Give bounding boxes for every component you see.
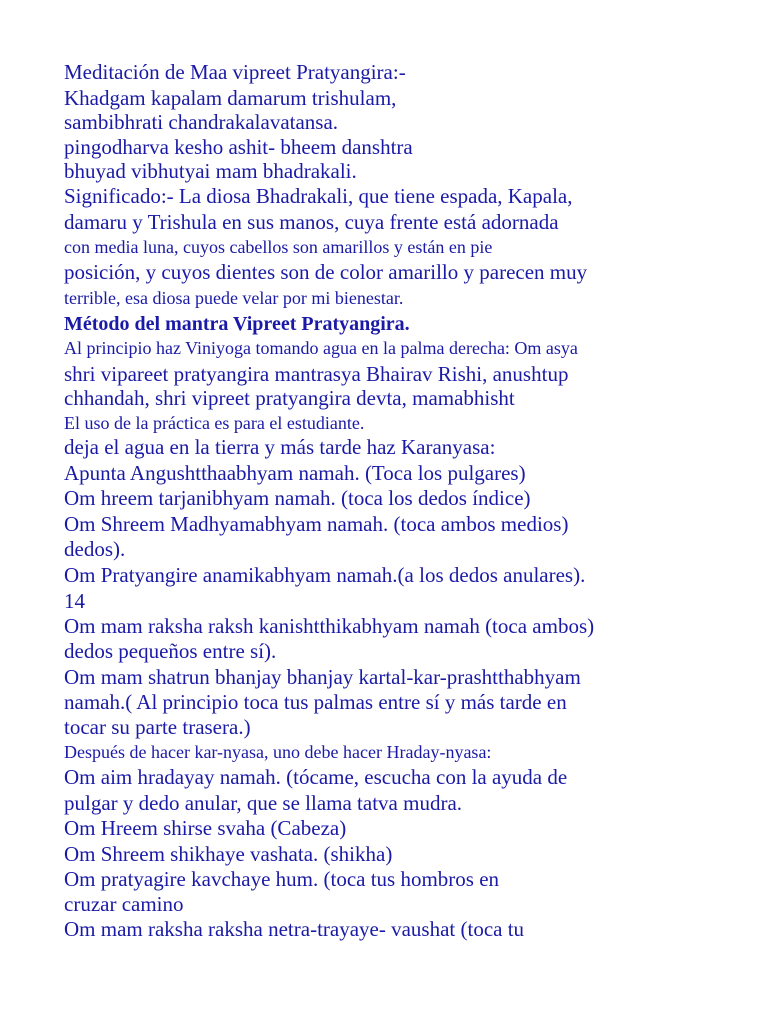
text-line: posición, y cuyos dientes son de color amarillo y parecen muy — [64, 260, 588, 284]
text-line: Om mam shatrun bhanjay bhanjay kartal-kar-prashtthabhyam — [64, 665, 581, 689]
text-line: Om Shreem Madhyamabhyam namah. (toca ambos medios) — [64, 512, 569, 536]
text-line: Al principio haz Viniyoga tomando agua en la palma derecha: Om asya — [64, 338, 578, 358]
page-number: 14 — [64, 589, 85, 613]
text-line: Om mam raksha raksha netra-trayaye- vaushat (toca tu — [64, 917, 525, 941]
text-line: Después de hacer kar-nyasa, uno debe hacer Hraday-nyasa: — [64, 742, 492, 762]
text-line: shri vipareet pratyangira mantrasya Bhairav Rishi, anushtup — [64, 362, 569, 386]
text-line: Om mam raksha raksh kanishtthikabhyam namah (toca ambos) — [64, 614, 595, 638]
text-line: deja el agua en la tierra y más tarde haz Karanyasa: — [64, 435, 496, 459]
text-line: tocar su parte trasera.) — [64, 715, 251, 739]
text-line: Om hreem tarjanibhyam namah. (toca los dedos índice) — [64, 486, 531, 510]
text-line: damaru y Trishula en sus manos, cuya frente está adornada — [64, 210, 559, 234]
text-line: Khadgam kapalam damarum trishulam, — [64, 86, 397, 110]
text-line: bhuyad vibhutyai mam bhadrakali. — [64, 159, 357, 183]
text-line: namah.( Al principio toca tus palmas entre sí y más tarde en — [64, 690, 567, 714]
text-line: Om Pratyangire anamikabhyam namah.(a los dedos anulares). — [64, 563, 586, 587]
text-line: con media luna, cuyos cabellos son amarillos y están en pie — [64, 237, 493, 257]
text-line: Om Hreem shirse svaha (Cabeza) — [64, 816, 347, 840]
text-line: sambibhrati chandrakalavatansa. — [64, 110, 339, 134]
text-line: Om pratyagire kavchaye hum. (toca tus hombros en — [64, 867, 500, 891]
text-line: pingodharva kesho ashit- bheem danshtra — [64, 135, 413, 159]
text-line: dedos). — [64, 537, 126, 561]
text-line: cruzar camino — [64, 892, 184, 916]
text-line: Om Shreem shikhaye vashata. (shikha) — [64, 842, 393, 866]
text-line: El uso de la práctica es para el estudiante. — [64, 413, 365, 433]
text-line: Meditación de Maa vipreet Pratyangira:- — [64, 60, 406, 84]
text-line: pulgar y dedo anular, que se llama tatva mudra. — [64, 791, 463, 815]
text-line: dedos pequeños entre sí). — [64, 639, 277, 663]
text-line: chhandah, shri vipreet pratyangira devta, mamabhisht — [64, 386, 515, 410]
text-line: Om aim hradayay namah. (tócame, escucha con la ayuda de — [64, 765, 568, 789]
text-line: terrible, esa diosa puede velar por mi bienestar. — [64, 288, 404, 308]
text-line: Significado:- La diosa Bhadrakali, que tiene espada, Kapala, — [64, 184, 573, 208]
text-line: Apunta Angushtthaabhyam namah. (Toca los pulgares) — [64, 461, 526, 485]
section-heading: Método del mantra Vipreet Pratyangira. — [64, 313, 410, 335]
